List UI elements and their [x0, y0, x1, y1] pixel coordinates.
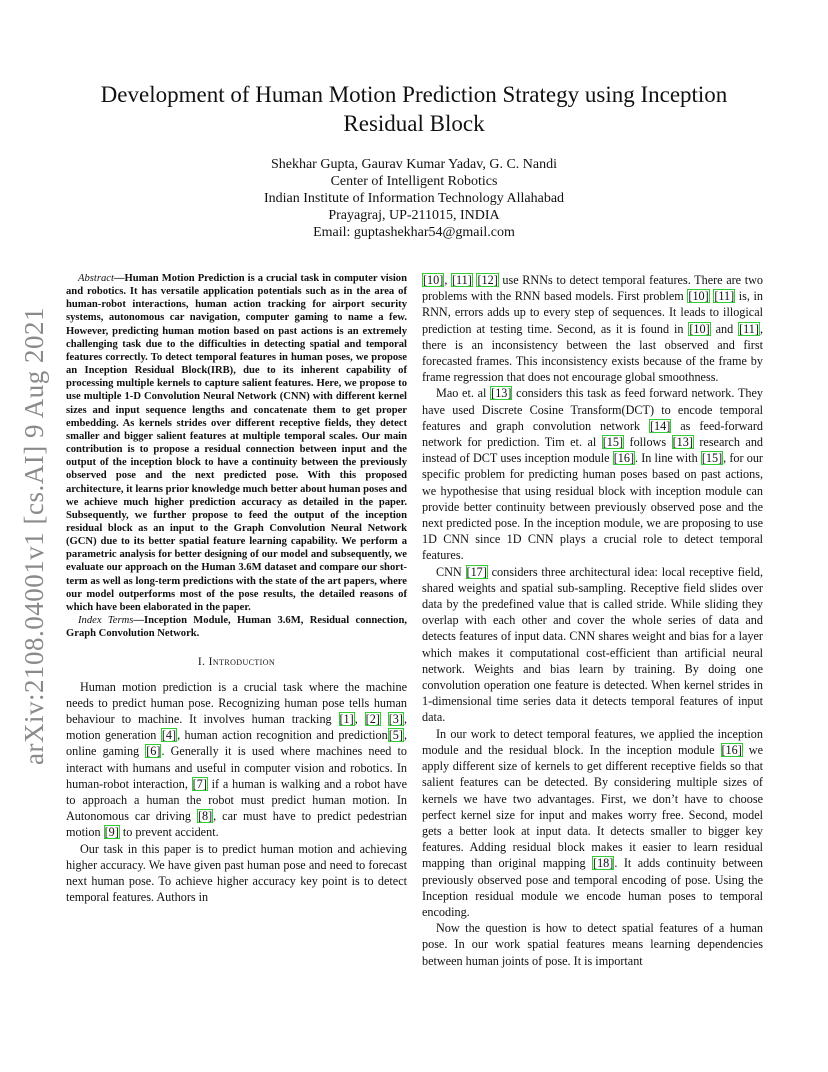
index-terms-text: —Inception Module, Human 3.6M, Residual connection, Graph Convolution Network. [66, 615, 407, 640]
citation-link[interactable]: [9] [104, 825, 119, 840]
body-paragraph: Now the question is how to detect spatial features of a human pose. In our work spatial features means learning dependencies between human joints of pose. It is important [422, 921, 763, 968]
citation-link[interactable]: [5] [388, 728, 403, 743]
left-column [66, 272, 407, 905]
intro-paragraph: Our task in this paper is to predict human motion and achieving higher accuracy. We have given past human pose and need to forecast next human pose. To achieve higher accuracy key point is to detect temporal features. Authors in [66, 841, 407, 905]
author-email[interactable]: Email: guptashekhar54@gmail.com [313, 225, 515, 240]
body-paragraph: Mao et. al [13] considers this task as feed forward network. They have used Discrete Cosine Transform(DCT) to encode temporal features and graph convolution network [14] as feed-forward network for prediction. Tim et. al [15] follows [13] research and instead of DCT uses inception module [16]. In line with [15], for our specific problem for predicting human poses based on past actions, we hypothesise that using residual block with inception module can provide better continuity between previously observed pose and the next predicted pose. In the inception module, we are proposing to use 1D CNN since 1D CNN plays a crucial role to detect temporal features. [422, 386, 764, 563]
citation-link[interactable]: [8] [197, 809, 213, 824]
citation-link[interactable]: [11] [714, 289, 735, 304]
citation-link[interactable]: [3] [388, 711, 403, 726]
arxiv-identifier[interactable]: arXiv:2108.04001v1 [cs.AI] 9 Aug 2021 [19, 307, 49, 765]
citation-link[interactable]: [7] [192, 776, 207, 791]
right-column [422, 272, 763, 969]
body-paragraph: [10], [11] [12] use RNNs to detect temporal features. There are two problems with the RNN based models. First problem [10] [11] is, in RNN, errors adds up to every step of sequences. It leads to illogical prediction at testing time. Second, as it is found in [10] and [11], there is an inconsistency between the last observed and first forecasted frames. This inconsistency exists because of the frame by frame regression that does not encourage global smoothness. [422, 273, 764, 385]
abstract-text: —Human Motion Prediction is a crucial task in computer vision and robotics. It has versatile application potentials such as in the area of human-robot interactions, human action tracking for airport security systems, autonomous car navigation, computer gaming to name a few. However, predicting human motion based on past actions is an extremely challenging task due to the difficulties in detecting spatial and temporal features correctly. To detect temporal features in human poses, we propose an Inception Residual Block(IRB), due to its inherent capability of processing multiple kernels to capture salient features. Here, we propose to use multiple 1-D Convolution Neural Network (CNN) with different kernel sizes and input sequence lengths and concatenate them to get proper embedding. As kernels strides over different receptive fields, they detect smaller and bigger salient features at multiple temporal scales. Our main contribution is to propose a residual connection between input and the output of the inception block to have a continuity between the previously observed pose and the next predicted pose. With this proposed architecture, it learns prior knowledge much better about human poses and we achieve much higher prediction accuracy as detailed in the paper. Subsequently, we further propose to feed the output of the inception residual block as an input to the Graph Convolution Neural Network (GCN) due to its better spatial feature learning capability. We perform a parametric analysis for better designing of our model and subsequently, we evaluate our approach on the Human 3.6M dataset and compare our short-term as well as long-term predictions with the state of the art papers, where our model outperforms most of the pose results, the detailed reasons of which have been elaborated in the paper. [66, 273, 407, 613]
citation-link[interactable]: [6] [146, 744, 161, 759]
citation-link[interactable]: [1] [339, 711, 354, 726]
index-terms [66, 614, 407, 640]
citation-link[interactable]: [16] [721, 742, 742, 757]
author-affiliation-institute: Indian Institute of Information Technology Allahabad [263, 191, 565, 206]
author-affiliation-lab: Center of Intelligent Robotics [330, 174, 498, 189]
citation-link[interactable]: [11] [739, 321, 759, 336]
citation-link[interactable]: [15] [602, 435, 624, 450]
citation-link[interactable]: [13] [491, 386, 512, 401]
citation-link[interactable]: [11] [451, 273, 472, 287]
body-paragraph: In our work to detect temporal features, we applied the inception module and the residual block. In the inception module [16] we apply different size of kernels to get different receptive fields so that salient features can be detected. By considering multiple sizes of kernels we have two advantages. First, we don’t have to choose perfect kernel size for input and makes worry free. Second, model gets a better look at input data. It detects smaller to bigger key features. Adding residual block makes it easier to learn residual mapping than original mapping [18]. It adds continuity between previously observed pose and temporal encoding of pose. Using the Inception residual module we encode human poses to temporal encoding. [422, 726, 763, 919]
citation-link[interactable]: [10] [689, 321, 710, 336]
abstract-label: Abstract [78, 273, 114, 284]
citation-link[interactable]: [16] [613, 451, 635, 466]
citation-link[interactable]: [2] [365, 711, 380, 726]
abstract [66, 272, 407, 614]
section-heading-introduction: I. Introduction [197, 656, 276, 669]
body-paragraph: CNN [17] considers three architectural idea: local receptive field, shared weights and spatial sub-sampling. Receptive field slides over data by the predefined value that is called stride. While sliding they overlap with each other and cover the whole series of data and detects features of input data. CNN shares weight and bias for a layer which makes it computational cost-efficient than artificial neural network. Weights and bias learn by training. By doing one convolution operation one feature is detected. When kernel strides in 1-dimensional time series data it detects temporal features of input data. [422, 564, 763, 725]
citation-link[interactable]: [10] [423, 273, 444, 287]
citation-link[interactable]: [12] [477, 273, 498, 287]
citation-link[interactable]: [18] [593, 856, 614, 871]
intro-paragraph: Human motion prediction is a crucial task where the machine needs to predict human pose. Recognizing human pose tells human behaviour to machine. It involves human tracking [1], [2] [3], motion generation [4], human action recognition and prediction[5], online gaming [6]. Generally it is used where machines need to interact with humans and useful in computer vision and robotics. In human-robot interaction, [7] if a human is walking and a robot have to approach a human the robot must predict human motion. In Autonomous car driving [8], car must have to predict pedestrian motion [9] to prevent accident. [66, 679, 408, 840]
paper-title: Development of Human Motion Prediction Strategy using Inception Residual Block [100, 82, 728, 136]
citation-link[interactable]: [10] [688, 289, 709, 304]
index-terms-label: Index Terms [78, 615, 134, 627]
citation-link[interactable]: [15] [701, 451, 723, 466]
citation-link[interactable]: [17] [466, 564, 487, 579]
author-block [160, 156, 668, 241]
citation-link[interactable]: [4] [161, 728, 177, 743]
citation-link[interactable]: [14] [649, 418, 671, 433]
citation-link[interactable]: [13] [672, 435, 693, 450]
author-names: Shekhar Gupta, Gaurav Kumar Yadav, G. C. Nandi [270, 157, 558, 172]
author-address: Prayagraj, UP-211015, INDIA [328, 208, 500, 223]
